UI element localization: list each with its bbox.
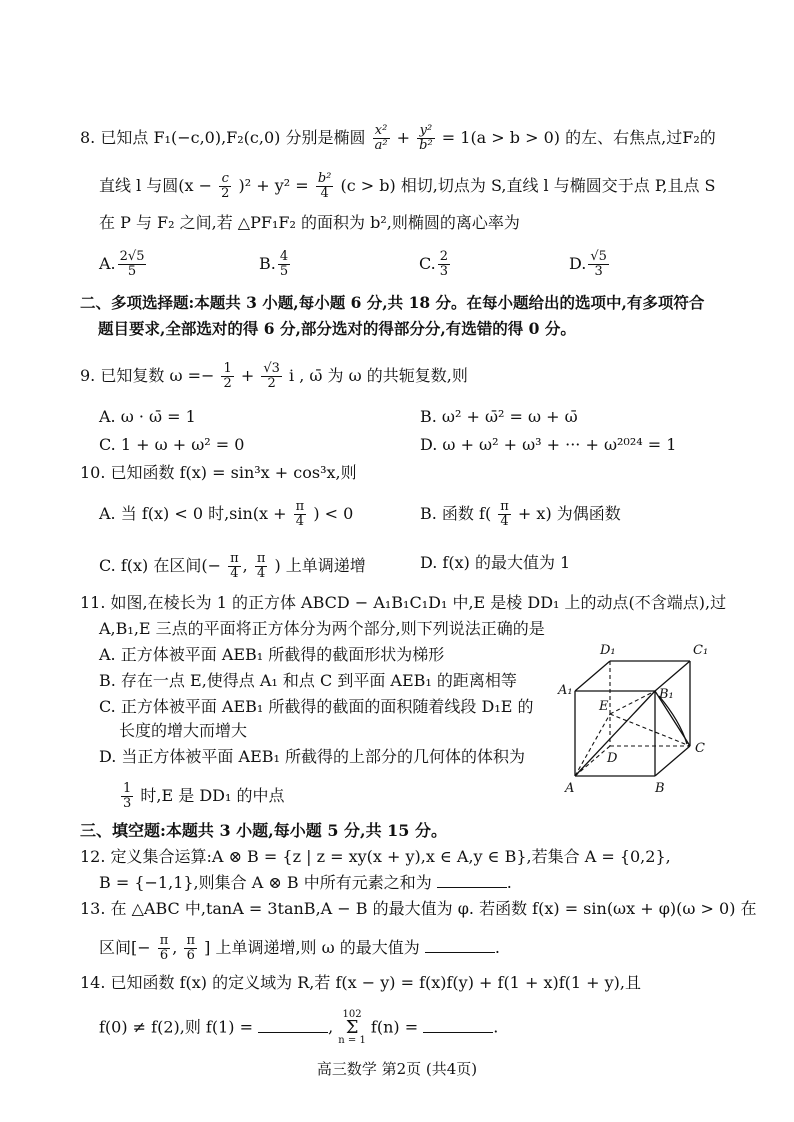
fraction: $\frac{c}{2}$ bbox=[221, 171, 230, 201]
q10-stem: 10. 已知函数 f(x) = sin³x + cos³x,则 bbox=[80, 463, 357, 482]
q11-option-b: B. 存在一点 E,使得点 A₁ 和点 C 到平面 AEB₁ 的距离相等 bbox=[99, 671, 517, 690]
answer-blank[interactable] bbox=[258, 1018, 328, 1033]
q13-line1: 13. 在 △ABC 中,tanA = 3tanB,A − B 的最大值为 φ. 若函数 f(x) = sin(ωx + φ)(ω > 0) 在 bbox=[80, 899, 757, 918]
q12-line2: B = {−1,1},则集合 A ⊗ B 中所有元素之和为 . bbox=[99, 873, 512, 892]
q12-line1: 12. 定义集合运算:A ⊗ B = {z | z = xy(x + y),x ∈ A,y ∈ B},若集合 A = {0,2}, bbox=[80, 847, 671, 866]
q8-line1: 8. 已知点 F₁(−c,0),F₂(c,0) 分别是椭圆 $\frac{\text{x²}}{\text{a²}}$ + $\frac{\text{y²}}{\text{b²}}$ = 1(a > b > 0) 的左、右焦点,过F₂的 bbox=[80, 123, 716, 153]
section2-line1: 二、多项选择题:本题共 3 小题,每小题 6 分,共 18 分。在每小题给出的选项中,有多项符合 bbox=[80, 293, 705, 312]
label-A: A bbox=[565, 781, 575, 796]
fraction: $\frac{\text{y²}}{\text{b²}}$ bbox=[419, 123, 433, 153]
q10-option-c: C. f(x) 在区间(− $\frac{\pi}{4}$ , $\frac{\pi}{4}$ ) 上单调递增 bbox=[99, 551, 366, 581]
fraction: $\frac{\text{b²}}{4}$ bbox=[317, 171, 332, 201]
q11-option-c1: C. 正方体被平面 AEB₁ 所截得的截面的面积随着线段 D₁E 的 bbox=[99, 697, 534, 716]
label-D1: D₁ bbox=[600, 643, 616, 658]
q10-option-d: D. f(x) 的最大值为 1 bbox=[420, 553, 571, 572]
q11-line2: A,B₁,E 三点的平面将正方体分为两个部分,则下列说法正确的是 bbox=[99, 619, 545, 638]
label-A1: A₁ bbox=[558, 683, 573, 698]
page-footer: 高三数学 第2页 (共4页) bbox=[316, 1060, 478, 1078]
label-B1: B₁ bbox=[659, 687, 674, 702]
q14-line2: f(0) ≠ f(2),则 f(1) = , 102 Σ n = 1 f(n) = . bbox=[99, 1009, 499, 1046]
q13-line2: 区间[− $\frac{\pi}{6}$ , $\frac{\pi}{6}$ ] 上单调递增,则 ω 的最大值为 . bbox=[99, 933, 500, 963]
q9-option-c: C. 1 + ω + ω² = 0 bbox=[99, 435, 245, 454]
label-B: B bbox=[655, 781, 665, 796]
q11-line1: 11. 如图,在棱长为 1 的正方体 ABCD − A₁B₁C₁D₁ 中,E 是棱 DD₁ 上的动点(不含端点),过 bbox=[80, 593, 727, 612]
q11-option-a: A. 正方体被平面 AEB₁ 所截得的截面形状为梯形 bbox=[99, 645, 445, 664]
section3-title: 三、填空题:本题共 3 小题,每小题 5 分,共 15 分。 bbox=[80, 821, 448, 840]
q9-option-d: D. ω + ω² + ω³ + ··· + ω²⁰²⁴ = 1 bbox=[420, 435, 677, 454]
label-E: E bbox=[599, 699, 609, 714]
q14-line1: 14. 已知函数 f(x) 的定义域为 R,若 f(x − y) = f(x)f(y) + f(1 + x)f(1 + y),且 bbox=[80, 973, 641, 992]
section2-line2: 题目要求,全部选对的得 6 分,部分选对的得部分分,有选错的得 0 分。 bbox=[98, 319, 576, 338]
answer-blank[interactable] bbox=[423, 1018, 493, 1033]
q11-option-d1: D. 当正方体被平面 AEB₁ 所截得的上部分的几何体的体积为 bbox=[99, 747, 526, 766]
fraction: $\frac{\text{x²}}{\text{a²}}$ bbox=[374, 123, 388, 153]
answer-blank[interactable] bbox=[437, 873, 507, 888]
cube-figure bbox=[555, 636, 745, 806]
label-C1: C₁ bbox=[693, 643, 709, 658]
label-C: C bbox=[695, 741, 705, 756]
q10-option-a: A. 当 f(x) < 0 时,sin(x + $\frac{\pi}{4}$ ) < 0 bbox=[99, 499, 354, 529]
answer-blank[interactable] bbox=[425, 938, 495, 953]
q9-stem: 9. 已知复数 ω =− $\frac{1}{2}$ + $\frac{√3}{2}$ i , ω̄ 为 ω 的共轭复数,则 bbox=[80, 361, 468, 391]
q8-line3: 在 P 与 F₂ 之间,若 △PF₁F₂ 的面积为 b²,则椭圆的离心率为 bbox=[99, 213, 520, 232]
q9-option-b: B. ω² + ω̄² = ω + ω̄ bbox=[420, 407, 578, 426]
q9-option-a: A. ω · ω̄ = 1 bbox=[99, 407, 196, 426]
q11-option-c2: 长度的增大而增大 bbox=[119, 721, 248, 740]
q8-line2: 直线 l 与圆(x − $\frac{c}{2}$ )² + y² = $\frac{\text{b²}}{4}$ (c > b) 相切,切点为 S,直线 l 与椭圆交于点 P,且点 S bbox=[99, 171, 716, 201]
q11-option-d2: $\frac{1}{3}$ 时,E 是 DD₁ 的中点 bbox=[123, 781, 285, 811]
q10-option-b: B. 函数 f( $\frac{\pi}{4}$ + x) 为偶函数 bbox=[420, 499, 621, 529]
label-D: D bbox=[607, 751, 618, 766]
